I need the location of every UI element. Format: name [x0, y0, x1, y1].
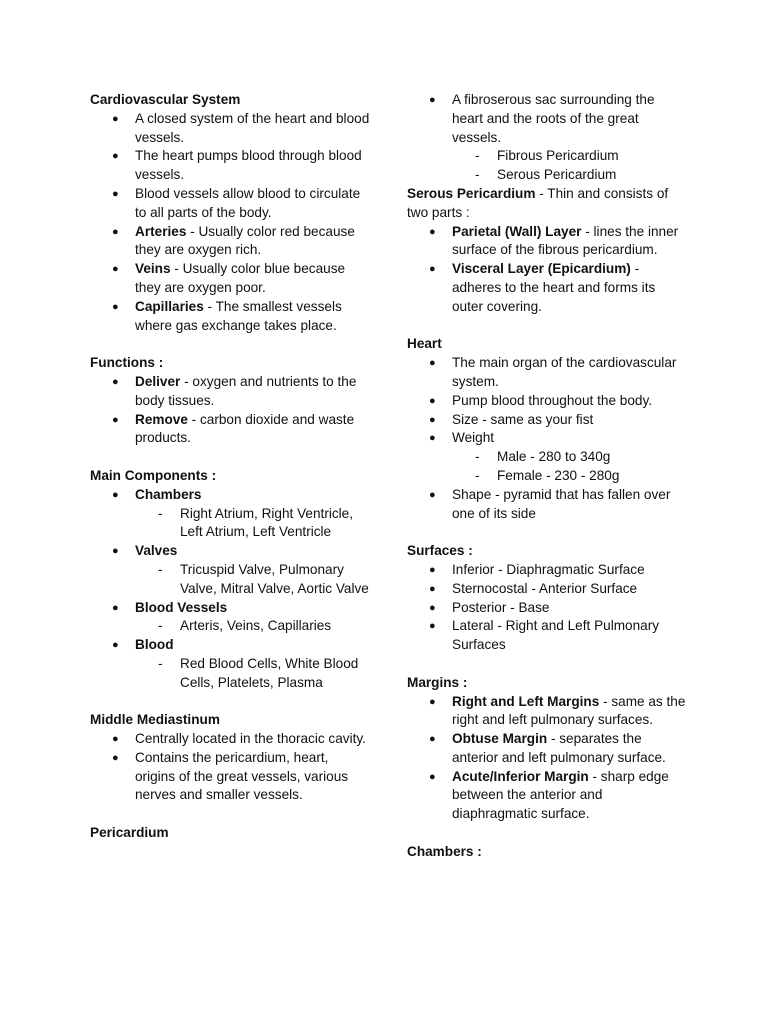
- heading-surfaces: Surfaces :: [407, 543, 473, 559]
- list-item-acute-margin: ● Acute/Inferior Margin - sharp edge between the anterior and diaphragmatic surface.: [429, 768, 669, 822]
- dash-icon: -: [158, 618, 163, 634]
- bullet-icon: ●: [112, 375, 119, 388]
- bullet-icon: ●: [429, 733, 436, 746]
- sub-list-item: - Right Atrium, Right Ventricle, Left Atrium, Left Ventricle: [158, 505, 354, 540]
- list-item: ● The main organ of the cardiovascular system.: [429, 355, 677, 389]
- bullet-icon: ●: [429, 225, 436, 238]
- bullet-icon: ●: [429, 357, 436, 370]
- dash-icon: -: [475, 467, 480, 483]
- sub-list-item: - Fibrous Pericardium: [407, 147, 687, 166]
- serous-pericardium-paragraph: Serous Pericardium - Thin and consists of two parts :: [407, 185, 669, 220]
- bullet-icon: ●: [112, 639, 119, 652]
- heading-functions: Functions :: [90, 355, 164, 371]
- list-item-remove: ● Remove - carbon dioxide and waste products.: [112, 411, 355, 446]
- bullet-icon: ●: [429, 563, 436, 576]
- right-column: [407, 91, 687, 862]
- list-item-obtuse-margin: ● Obtuse Margin - separates the anterior and left pulmonary surface.: [429, 731, 666, 765]
- dash-icon: -: [475, 148, 480, 164]
- list-item-arteries: ● Arteries - Usually color red because they are oxygen rich.: [112, 223, 355, 258]
- bullet-icon: ●: [112, 150, 119, 163]
- bullet-icon: ●: [429, 770, 436, 783]
- list-item: ● Centrally located in the thoracic cavity.: [90, 730, 370, 749]
- bullet-icon: ●: [112, 187, 119, 200]
- sub-list-item: - Male - 280 to 340g: [407, 448, 687, 467]
- dash-icon: -: [475, 449, 480, 465]
- bullet-icon: ●: [112, 413, 119, 426]
- list-item: ● A closed system of the heart and blood vessels.: [112, 110, 370, 145]
- bullet-icon: ●: [429, 394, 436, 407]
- heading-chambers: Chambers :: [407, 843, 482, 859]
- bullet-icon: ●: [429, 695, 436, 708]
- bullet-icon: ●: [112, 751, 119, 764]
- bullet-icon: ●: [112, 112, 119, 125]
- list-item: ● Lateral - Right and Left Pulmonary Surfaces: [429, 618, 660, 653]
- dash-icon: -: [158, 505, 163, 521]
- bullet-icon: ●: [112, 545, 119, 558]
- bullet-icon: ●: [112, 488, 119, 501]
- list-item-blood: ● Blood: [90, 636, 370, 655]
- dash-icon: -: [158, 655, 163, 671]
- heading-heart: Heart: [407, 336, 442, 352]
- list-item: ● Sternocostal - Anterior Surface: [407, 580, 687, 599]
- bullet-icon: ●: [112, 300, 119, 313]
- list-item: ● Contains the pericardium, heart, origins of the great vessels, various nerves and smaller vessels.: [112, 749, 349, 803]
- bullet-icon: ●: [112, 225, 119, 238]
- list-item-capillaries: ● Capillaries - The smallest vessels where gas exchange takes place.: [112, 298, 342, 333]
- bullet-icon: ●: [429, 488, 436, 501]
- bullet-icon: ●: [429, 413, 436, 426]
- list-item-deliver: ● Deliver - oxygen and nutrients to the body tissues.: [112, 373, 357, 408]
- list-item: ● The heart pumps blood through blood vessels.: [112, 148, 362, 183]
- sub-list-item: - Female - 230 - 280g: [407, 467, 687, 486]
- list-item: ● Inferior - Diaphragmatic Surface: [407, 561, 687, 580]
- heading-middle-mediastinum: Middle Mediastinum: [90, 712, 220, 728]
- bullet-icon: ●: [429, 263, 436, 276]
- list-item: ● Size - same as your fist: [407, 411, 687, 430]
- sub-list-item: - Arteris, Veins, Capillaries: [90, 617, 370, 636]
- bullet-icon: ●: [429, 94, 436, 106]
- list-item: ● Posterior - Base: [407, 599, 687, 618]
- bullet-icon: ●: [429, 601, 436, 614]
- dash-icon: -: [475, 167, 480, 183]
- heading-main-components: Main Components :: [90, 467, 217, 483]
- bullet-icon: ●: [429, 620, 436, 633]
- list-item-blood-vessels: ● Blood Vessels: [90, 599, 370, 618]
- heading-cardiovascular-system: Cardiovascular System: [90, 92, 241, 107]
- list-item-valves: ● Valves: [90, 542, 370, 561]
- list-item-shape: ● Shape - pyramid that has fallen over one of its side: [429, 486, 671, 521]
- bullet-icon: ●: [429, 432, 436, 445]
- dash-icon: -: [158, 561, 163, 577]
- list-item: ● Pump blood throughout the body.: [407, 392, 687, 411]
- list-item: ● Blood vessels allow blood to circulate to all parts of the body.: [112, 185, 361, 220]
- bullet-icon: ●: [429, 582, 436, 595]
- bullet-icon: ●: [112, 733, 119, 746]
- list-item-parietal-layer: ● Parietal (Wall) Layer - lines the inner surface of the fibrous pericardium.: [429, 223, 679, 258]
- left-column: [90, 91, 370, 843]
- list-item-veins: ● Veins - Usually color blue because they are oxygen poor.: [112, 261, 346, 295]
- list-item-fibroserous-sac: ● A fibroserous sac surrounding the heart and the roots of the great vessels.: [429, 92, 655, 145]
- bullet-icon: ●: [112, 263, 119, 276]
- sub-list-item: - Serous Pericardium: [407, 166, 687, 185]
- heading-pericardium: Pericardium: [90, 825, 169, 841]
- sub-list-item: - Tricuspid Valve, Pulmonary Valve, Mitral Valve, Aortic Valve: [158, 561, 369, 596]
- list-item-weight: ● Weight: [407, 429, 687, 448]
- list-item-visceral-layer: ● Visceral Layer (Epicardium) - adheres to the heart and forms its outer covering.: [429, 261, 656, 314]
- bullet-icon: ●: [112, 601, 119, 614]
- sub-list-item: - Red Blood Cells, White Blood Cells, Platelets, Plasma: [158, 655, 359, 690]
- heading-margins: Margins :: [407, 674, 468, 690]
- list-item-chambers: ● Chambers: [90, 486, 370, 505]
- list-item-right-left-margins: ● Right and Left Margins - same as the right and left pulmonary surfaces.: [429, 693, 686, 728]
